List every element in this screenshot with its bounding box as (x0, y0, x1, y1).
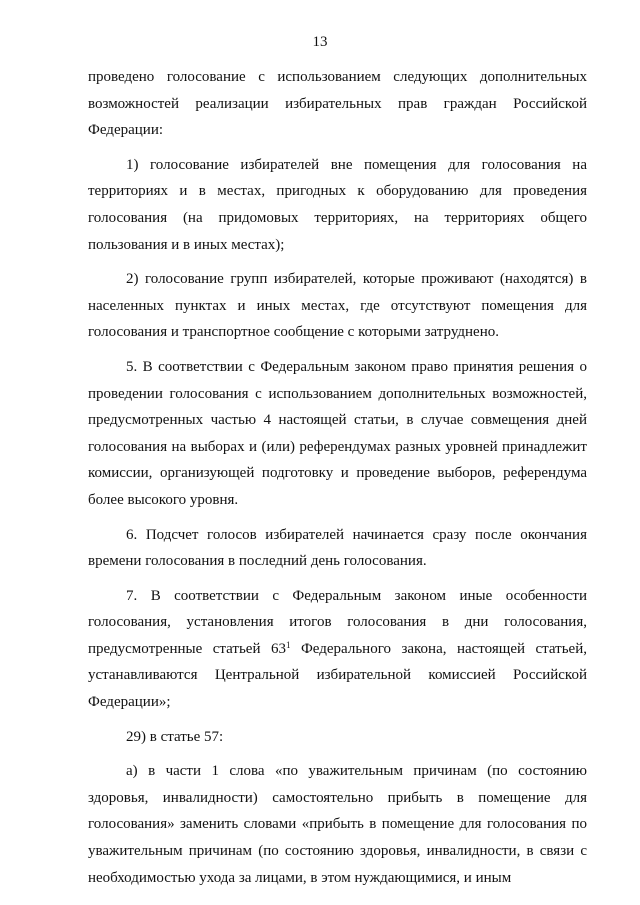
paragraph-clause-7 (88, 583, 587, 716)
page-number: 13 (312, 34, 328, 50)
paragraph-item-1: 1) голосование избирателей вне помещения для голосования на территориях и в местах, пригодных к оборудованию для проведения голосования (на придомовых территориях, на территориях общего пользования и в иных местах); (88, 156, 587, 253)
paragraph-item-2: 2) голосование групп избирателей, которые проживают (находятся) в населенных пунктах и иных местах, где отсутствуют помещения для голосования и транспортное сообщение с которыми затруднено. (88, 271, 587, 341)
article-superscript: 1 (285, 639, 291, 650)
clause-7-text-before: 7. В соответствии с Федеральным законом иные особенности голосования, установления итогов голосования в дни голосования, предусмотренные статьей 63 (88, 587, 587, 657)
paragraph-item-29: 29) в статье 57: (126, 728, 224, 745)
paragraph-clause-6: 6. Подсчет голосов избирателей начинается сразу после окончания времени голосования в последний день голосования. (88, 526, 587, 570)
paragraph-continuation: проведено голосование с использованием следующих дополнительных возможностей реализации избирательных прав граждан Российской Федерации: (88, 69, 587, 139)
paragraph-item-a: а) в части 1 слова «по уважительным причинам (по состоянию здоровья, инвалидности) самостоятельно прибыть в помещение для голосования» заменить словами «прибыть в помещение для голосования по уважительным причинам (по состоянию здоровья, инвалидности, в связи с необходимостью ухода за лицами, в этом нуждающимися, и иным (88, 763, 587, 886)
paragraph-clause-5: 5. В соответствии с Федеральным законом право принятия решения о проведении голосования с использованием дополнительных возможностей, предусмотренных частью 4 настоящей статьи, в случае совмещения дней голосования на выборах и (или) референдумах разных уровней принадлежит комиссии, организующей подготовку и проведение выборов, референдума более высокого уровня. (88, 358, 587, 508)
clause-7-text-after: Федерального закона, настоящей статьей, устанавливаются Центральной избирательной комиссией Российской Федерации»; (88, 640, 587, 711)
document-body (88, 64, 587, 899)
